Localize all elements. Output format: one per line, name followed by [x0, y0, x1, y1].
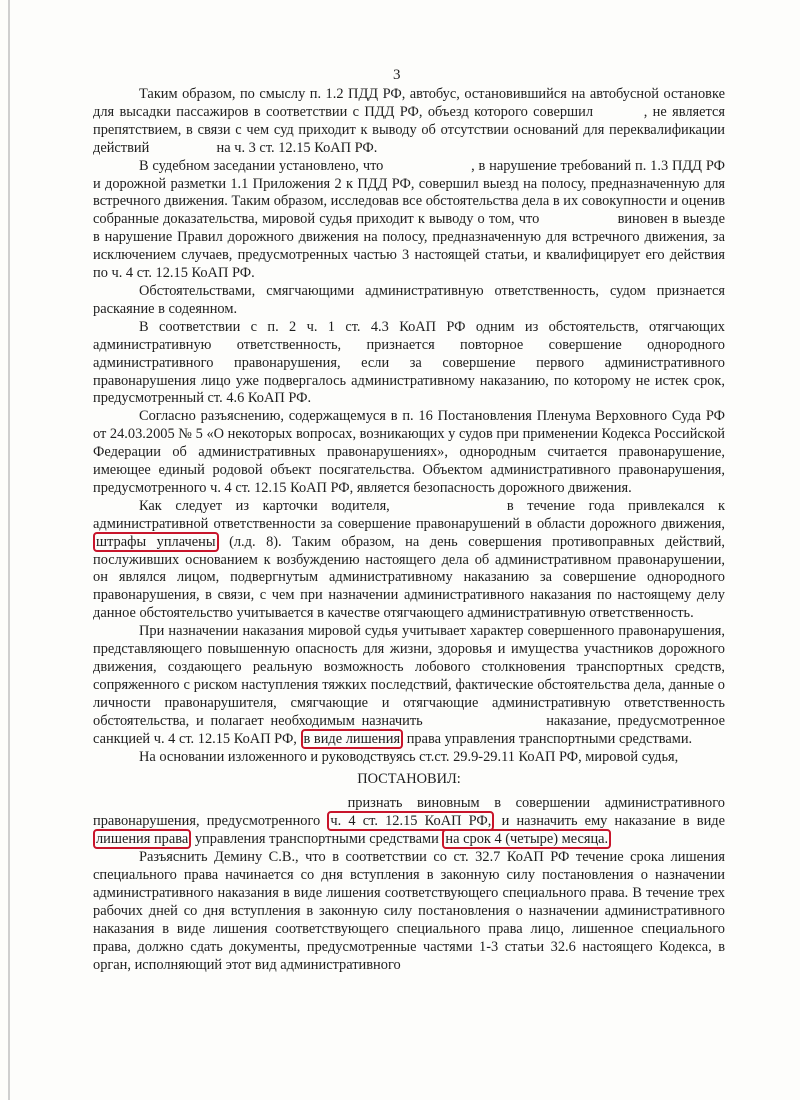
text-segment: Обстоятельствами, смягчающими административную ответственность, судом признается раскаяние в содеянном. [93, 282, 725, 317]
text-segment: и назначить ему наказание в виде [501, 813, 725, 830]
text-segment: Как следует из карточки водителя, [139, 497, 390, 514]
text-segment: Таким образом, по смыслу п. 1.2 ПДД РФ, автобус, остановившийся на автобусной остановке для высадки пассажиров в соответствии с ПДД РФ, объезд которого совершил [93, 86, 725, 120]
text-segment: признать виновным в совершении административного правонарушения, предусмотренного [93, 795, 725, 830]
highlighted-phrase: на срок 4 (четыре) месяца. [442, 829, 611, 849]
paragraph-p10 [93, 795, 725, 849]
paragraph-p2 [93, 158, 725, 283]
text-segment: наказание, предусмотренное санкцией ч. 4 ст. 12.15 КоАП РФ, [93, 712, 725, 747]
highlighted-phrase: в виде лишения [301, 729, 404, 749]
highlighted-phrase: штрафы уплачены [93, 532, 219, 552]
paragraph-p9 [93, 771, 725, 789]
text-segment: управления транспортными средствами [194, 831, 439, 848]
paragraph-p5 [93, 408, 725, 498]
text-segment: виновен в выезде в нарушение Правил дорожного движения на полосу, предназначенную для встречного движения, за исключением случаев, предусмотренных частью 3 настоящей статьи, и квалифицирует его действия по ч. 4 ст. 12.15 КоАП РФ. [93, 211, 725, 282]
paragraph-p6 [93, 498, 725, 623]
text-segment: ПОСТАНОВИЛ: [357, 771, 461, 788]
text-segment: Согласно разъяснению, содержащемуся в п. 16 Постановления Пленума Верховного Суда РФ от 24.03.2005 № 5 «О некоторых вопросах, возникающих у судов при применении Кодекса Российской Федерации об административных правонарушениях», однородным считается правонарушение, имеющее единый родовой объект посягательства. Объектом административного правонарушения, предусмотренного ч. 4 ст. 12.15 КоАП РФ, является безопасность дорожного движения. [93, 408, 725, 496]
text-segment: Разъяснить Демину С.В., что в соответствии со ст. 32.7 КоАП РФ течение срока лишения специального права начинается со дня вступления в законную силу постановления о назначении административного наказания в виде лишения соответствующего специального права. В течение трех рабочих дней со дня вступления в законную силу постановления о назначении административного наказания в виде лишения соответствующего специального права лицо, лишенное специального права, должно сдать документы, предусмотренные частями 1-3 статьи 32.6 настоящего Кодекса, в орган, исполняющий этот вид административного [93, 849, 725, 973]
paragraph-p8 [93, 749, 725, 767]
highlighted-phrase: лишения права [93, 829, 191, 849]
paragraph-p3 [93, 283, 725, 319]
text-segment: При назначении наказания мировой судья учитывает характер совершенного правонарушения, представляющего повышенную опасность для жизни, здоровья и имущества участников дорожного движения, создающего реальную возможность лобового столкновения транспортных средств, сопряженного с риском наступления тяжких последствий, фактические обстоятельства дела, данные о личности правонарушителя, смягчающие и отягчающие административную ответственность обстоятельства, и полагает необходимым назначить [93, 623, 725, 729]
text-segment: В судебном заседании установлено, что [139, 157, 384, 174]
paragraph-p1 [93, 86, 725, 158]
paragraph-p4 [93, 319, 725, 409]
text-segment: , не является препятствием, в связи с чем суд приходит к выводу об отсутствии оснований для переквалификации действий [93, 103, 725, 156]
paragraph-p11 [93, 849, 725, 974]
text-segment: На основании изложенного и руководствуясь ст.ст. 29.9-29.11 КоАП РФ, мировой судья, [139, 748, 679, 765]
document-body [93, 86, 725, 974]
text-segment: (л.д. 8). Таким образом, на день совершения противоправных действий, послуживших основанием к возбуждению настоящего дела об административном правонарушении, он являлся лицом, подвергнутым административному наказанию за совершение однородного правонарушения, в связи, с чем при назначении административного наказания по настоящему делу данное обстоятельство учитывается в качестве отягчающего административную ответственность. [93, 533, 725, 622]
highlighted-phrase: ч. 4 ст. 12.15 КоАП РФ, [327, 811, 494, 831]
text-segment: в течение года привлекался к административной ответственности за совершение правонарушений в области дорожного движения, [93, 497, 725, 532]
text-segment: В соответствии с п. 2 ч. 1 ст. 4.3 КоАП РФ одним из обстоятельств, отягчающих административную ответственность, признается повторное совершение однородного административного правонарушения, если за совершение первого административного правонарушения лицо уже подвергалось административному наказанию, по которому не истек срок, предусмотренный ст. 4.6 КоАП РФ. [93, 318, 725, 407]
paragraph-p7 [93, 623, 725, 748]
text-segment: права управления транспортными средствами. [406, 730, 693, 747]
text-segment: , в нарушение требований п. 1.3 ПДД РФ и дорожной разметки 1.1 Приложения 2 к ПДД РФ, совершил выезд на полосу, предназначенную для встречного движения. Таким образом, исследовав все обстоятельства дела в их совокупности и оценив собранные доказательства, мировой судья приходит к выводу о том, что [93, 157, 725, 228]
page-number: 3 [393, 67, 401, 83]
text-segment: на ч. 3 ст. 12.15 КоАП РФ. [216, 139, 378, 156]
page-edge [8, 0, 10, 1100]
